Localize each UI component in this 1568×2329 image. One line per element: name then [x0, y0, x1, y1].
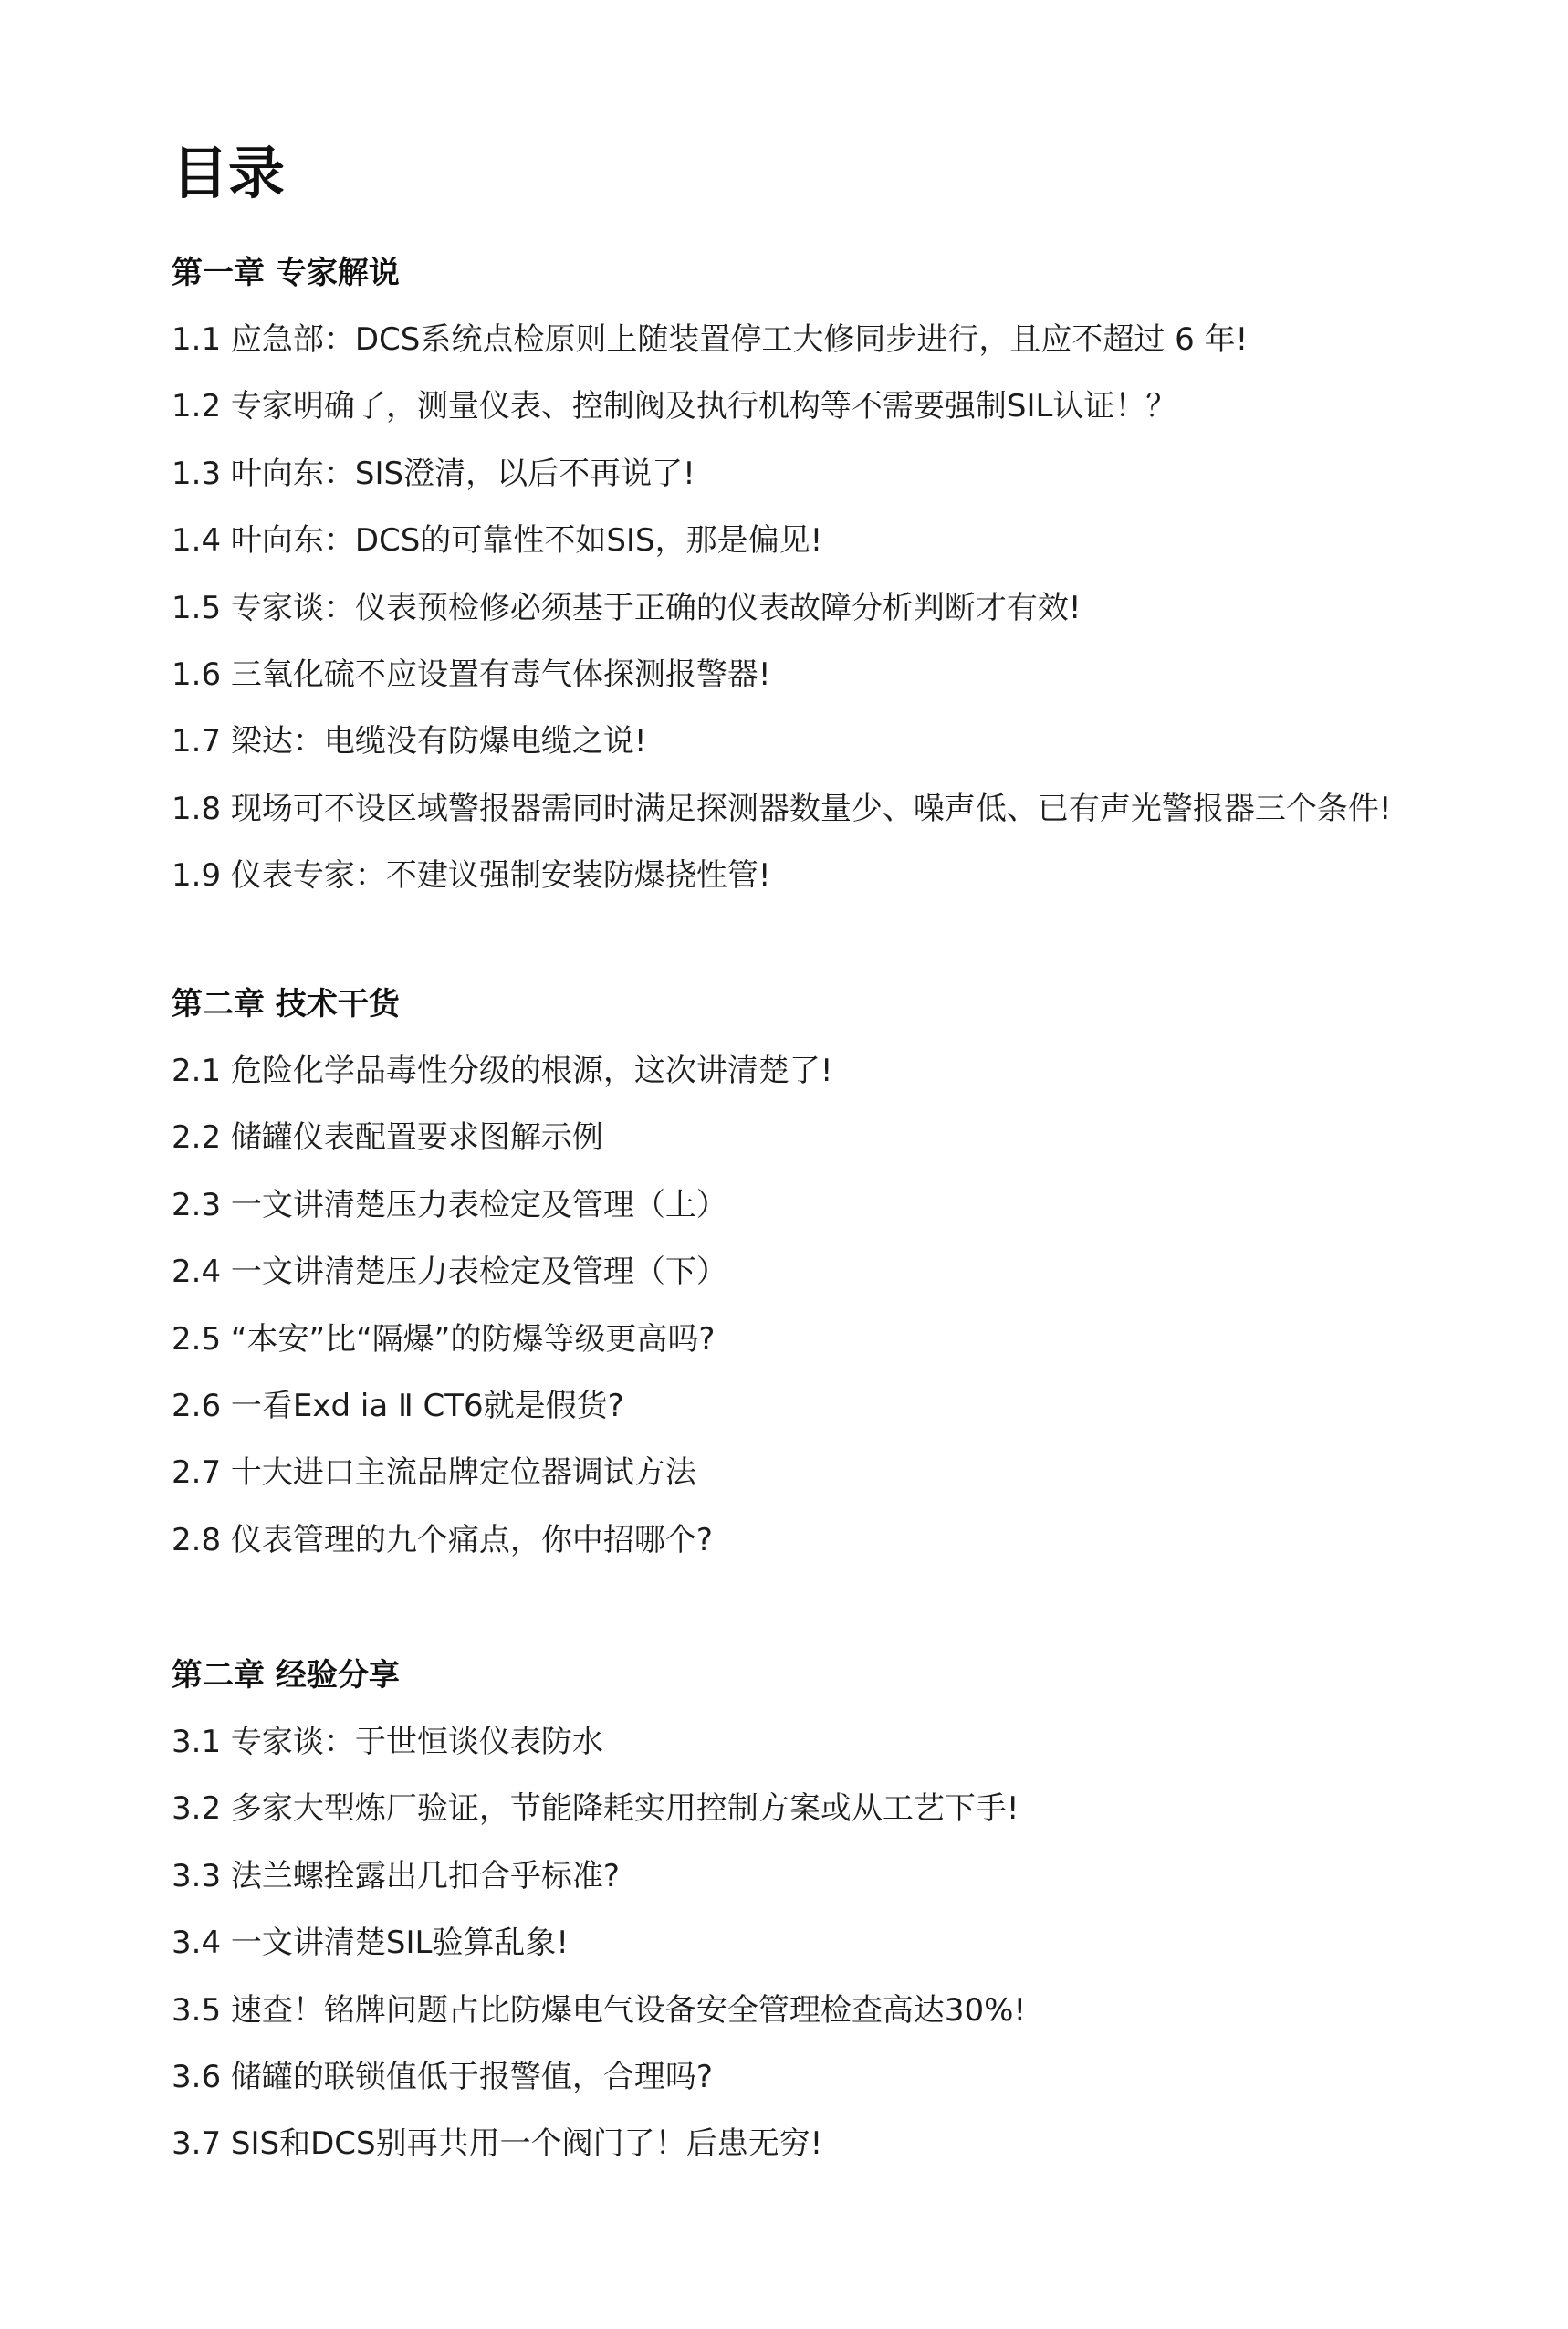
toc-item-2-3[interactable]: 2.3 一文讲清楚压力表检定及管理（上）	[172, 1186, 727, 1223]
toc-item-3-7[interactable]: 3.7 SIS和DCS别再共用一个阀门了！后患无穷!	[172, 2125, 823, 2163]
toc-item-3-2[interactable]: 3.2 多家大型炼厂验证，节能降耗实用控制方案或从工艺下手!	[172, 1790, 1019, 1828]
toc-item-1-5[interactable]: 1.5 专家谈：仪表预检修必须基于正确的仪表故障分析判断才有效!	[172, 589, 1082, 626]
chapter-2-list	[172, 1038, 1486, 1574]
chapter-1-section	[172, 239, 1486, 910]
toc-item-1-9[interactable]: 1.9 仪表专家：不建议强制安装防爆挠性管!	[172, 857, 771, 895]
chapter-heading: 第二章 技术干货	[172, 986, 400, 1023]
chapter-3-list	[172, 1709, 1486, 2178]
toc-item-1-7[interactable]: 1.7 梁达：电缆没有防爆电缆之说!	[172, 723, 647, 761]
toc-item-1-3[interactable]: 1.3 叶向东：SIS澄清，以后不再说了!	[172, 455, 695, 492]
toc-item-2-6[interactable]: 2.6 一看Exd ia Ⅱ CT6就是假货?	[172, 1387, 624, 1424]
chapter-heading: 第二章 经验分享	[172, 1657, 400, 1694]
toc-item-1-1[interactable]: 1.1 应急部：DCS系统点检原则上随装置停工大修同步进行，且应不超过 6 年!	[172, 321, 1249, 358]
page-title: 目录	[172, 140, 286, 206]
chapter-heading: 第一章 专家解说	[172, 255, 400, 291]
chapter-1-list	[172, 307, 1486, 910]
toc-item-2-2[interactable]: 2.2 储罐仪表配置要求图解示例	[172, 1119, 603, 1157]
toc-item-3-4[interactable]: 3.4 一文讲清楚SIL验算乱象!	[172, 1925, 570, 1962]
toc-item-2-4[interactable]: 2.4 一文讲清楚压力表检定及管理（下）	[172, 1254, 727, 1291]
chapter-2-section	[172, 970, 1486, 1574]
toc-item-1-4[interactable]: 1.4 叶向东：DCS的可靠性不如SIS，那是偏见!	[172, 522, 823, 560]
toc-item-1-6[interactable]: 1.6 三氧化硫不应设置有毒气体探测报警器!	[172, 656, 771, 693]
toc-item-2-8[interactable]: 2.8 仪表管理的九个痛点，你中招哪个?	[172, 1521, 713, 1558]
toc-item-3-1[interactable]: 3.1 专家谈：于世恒谈仪表防水	[172, 1724, 603, 1760]
toc-item-2-1[interactable]: 2.1 危险化学品毒性分级的根源，这次讲清楚了!	[172, 1053, 833, 1089]
toc-item-3-5[interactable]: 3.5 速查！铭牌问题占比防爆电气设备安全管理检查高达30%!	[172, 1991, 1027, 2029]
chapter-3-section	[172, 1642, 1486, 2178]
toc-item-3-6[interactable]: 3.6 储罐的联锁值低于报警值，合理吗?	[172, 2058, 713, 2095]
toc-item-2-5[interactable]: 2.5 “本安”比“隔爆”的防爆等级更高吗?	[172, 1320, 716, 1358]
toc-item-2-7[interactable]: 2.7 十大进口主流品牌定位器调试方法	[172, 1454, 696, 1492]
toc-item-1-8[interactable]: 1.8 现场可不设区域警报器需同时满足探测器数量少、噪声低、已有声光警报器三个条件!	[172, 790, 1392, 827]
toc-item-3-3[interactable]: 3.3 法兰螺拴露出几扣合乎标准?	[172, 1857, 620, 1894]
toc-item-1-2[interactable]: 1.2 专家明确了，测量仪表、控制阀及执行机构等不需要强制SIL认证！？	[172, 388, 1177, 425]
